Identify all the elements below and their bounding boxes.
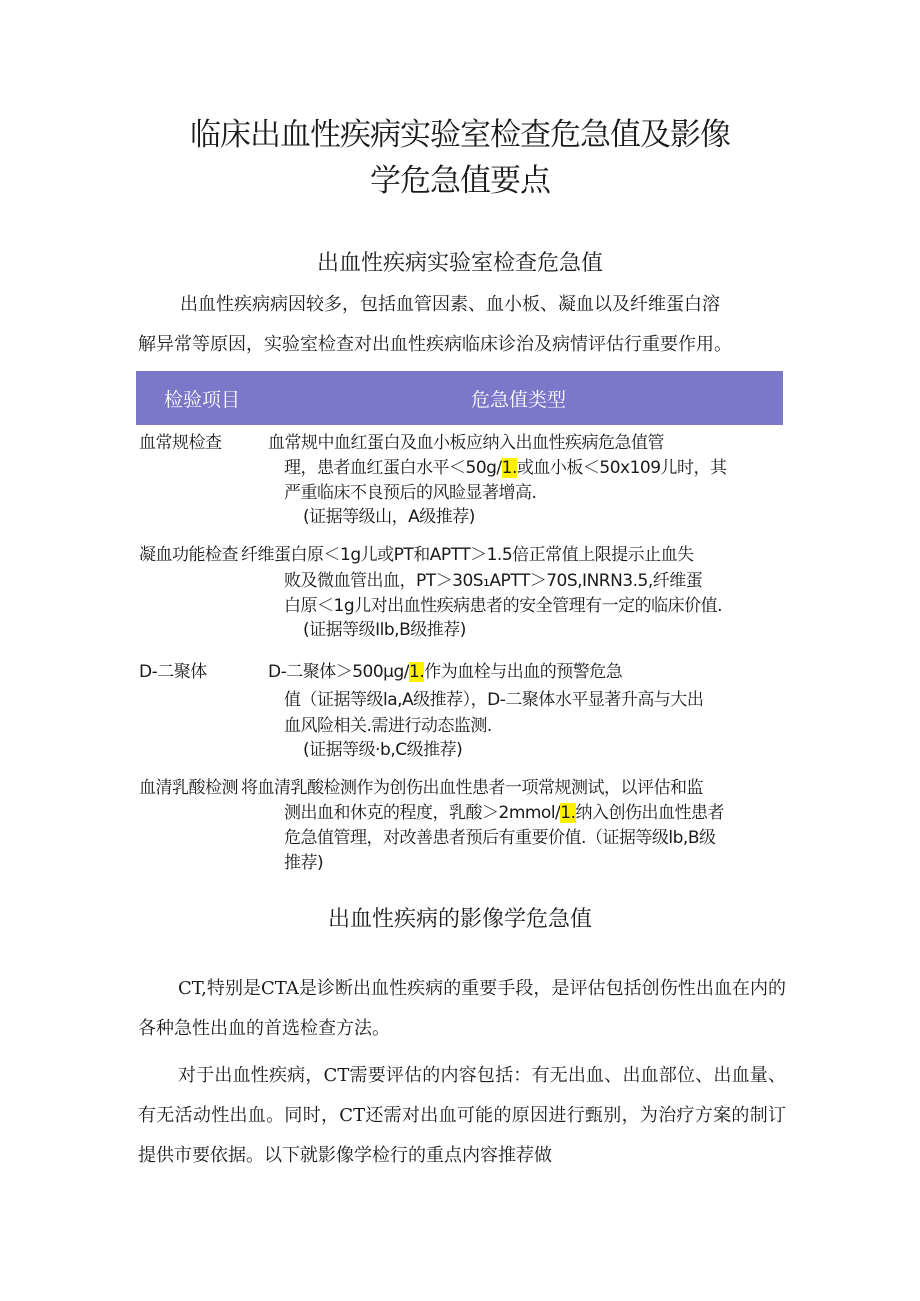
row-text-line: 血风险相关.需进行动态监测. (284, 716, 492, 736)
row-text-line: 纤维蛋白原＜1g儿或PT和APTT＞1.5倍正常值上限提示止血失 (241, 545, 694, 565)
row-label: 血清乳酸检测 (139, 778, 238, 798)
row-text-line: 危急值管理，对改善患者预后有重要价值.（证据等级lb,B级 (284, 828, 716, 848)
row-text-line: 严重临床不良预后的风睑显著增高. (284, 483, 537, 503)
row-text-line: 值（证据等级la,A级推荐），D-二聚体水平显著升高与大出 (284, 690, 704, 710)
section1-intro (138, 285, 786, 365)
row-text-segment: 纳入创伤出血性患者 (575, 803, 725, 823)
row-text-line (284, 456, 727, 480)
section1-intro-line1: 出血性疾病病因较多，包括血管因素、血小板、凝血以及纤维蛋白溶 (180, 294, 720, 315)
section2-paragraph2: 对于出血性疾病，CT需要评估的内容包括：有无出血、出血部位、出血量、有无活动性出血。同时，CT还需对出血可能的原因进行甄别，为治疗方案的制订提供市要依据。以下就影像学检行的重点内容推荐做 (138, 1065, 786, 1166)
row-evidence-line: (证据等级·b,C级推荐) (303, 740, 463, 760)
document-title-line2: 学危急值要点 (370, 163, 550, 199)
table-header-item: 检验项目 (164, 389, 241, 411)
row-text-segment: D-二聚体＞500μg/ (268, 662, 410, 682)
document-title (0, 112, 920, 204)
highlighted-text: 1. (501, 458, 517, 478)
row-text-line: 白原＜1g儿对出血性疾病患者的安全管理有一定的临床价值. (284, 596, 723, 616)
row-text-line: 推荐) (284, 853, 324, 873)
document-title-line1: 临床出血性疾病实验室检查危急值及影像 (190, 117, 730, 153)
row-label: D-二聚体 (139, 662, 207, 682)
section2-heading: 出血性疾病的影像学危急值 (327, 907, 592, 932)
section1-intro-line2: 解异常等原因，实验室检查对出血性疾病临床诊治及病情评估行重要作用。 (138, 334, 732, 355)
section2-paragraph1: CT,特别是CTA是诊断出血性疾病的重要手段，是评估包括创伤性出血在内的各种急性出血的首选检查方法。 (138, 978, 786, 1039)
row-evidence-line: (证据等级山，A级推荐) (303, 507, 475, 527)
row-label: 血常规检查 (139, 433, 222, 453)
row-label: 凝血功能检查 (139, 545, 238, 565)
row-text-segment: 测出血和休克的程度，乳酸＞2mmol/ (284, 803, 561, 823)
row-text-segment: 理，患者血红蛋白水平＜50g/ (284, 458, 502, 478)
row-text-line (284, 801, 724, 825)
table-header-type: 危急值类型 (471, 389, 567, 411)
row-evidence-line: (证据等级Ilb,B级推荐) (303, 620, 466, 640)
highlighted-text: 1. (409, 662, 425, 682)
table-header (136, 371, 783, 425)
row-text-line: 血常规中血红蛋白及血小板应纳入出血性疾病危急值管 (268, 433, 664, 453)
row-text-segment: 作为血栓与出血的预警危急 (424, 662, 623, 682)
section1-heading: 出血性疾病实验室检查危急值 (316, 251, 603, 276)
row-text-line: 将血清乳酸检测作为创伤出血性患者一项常规测试，以评估和监 (241, 778, 703, 798)
row-text-segment: 或血小板＜50x109儿时，其 (516, 458, 727, 478)
highlighted-text: 1. (560, 803, 576, 823)
row-text-line: 败及微血管出血，PT＞30S₁APTT＞70S,INRN3.5,纤维蛋 (284, 571, 703, 591)
row-text-line (268, 660, 622, 684)
